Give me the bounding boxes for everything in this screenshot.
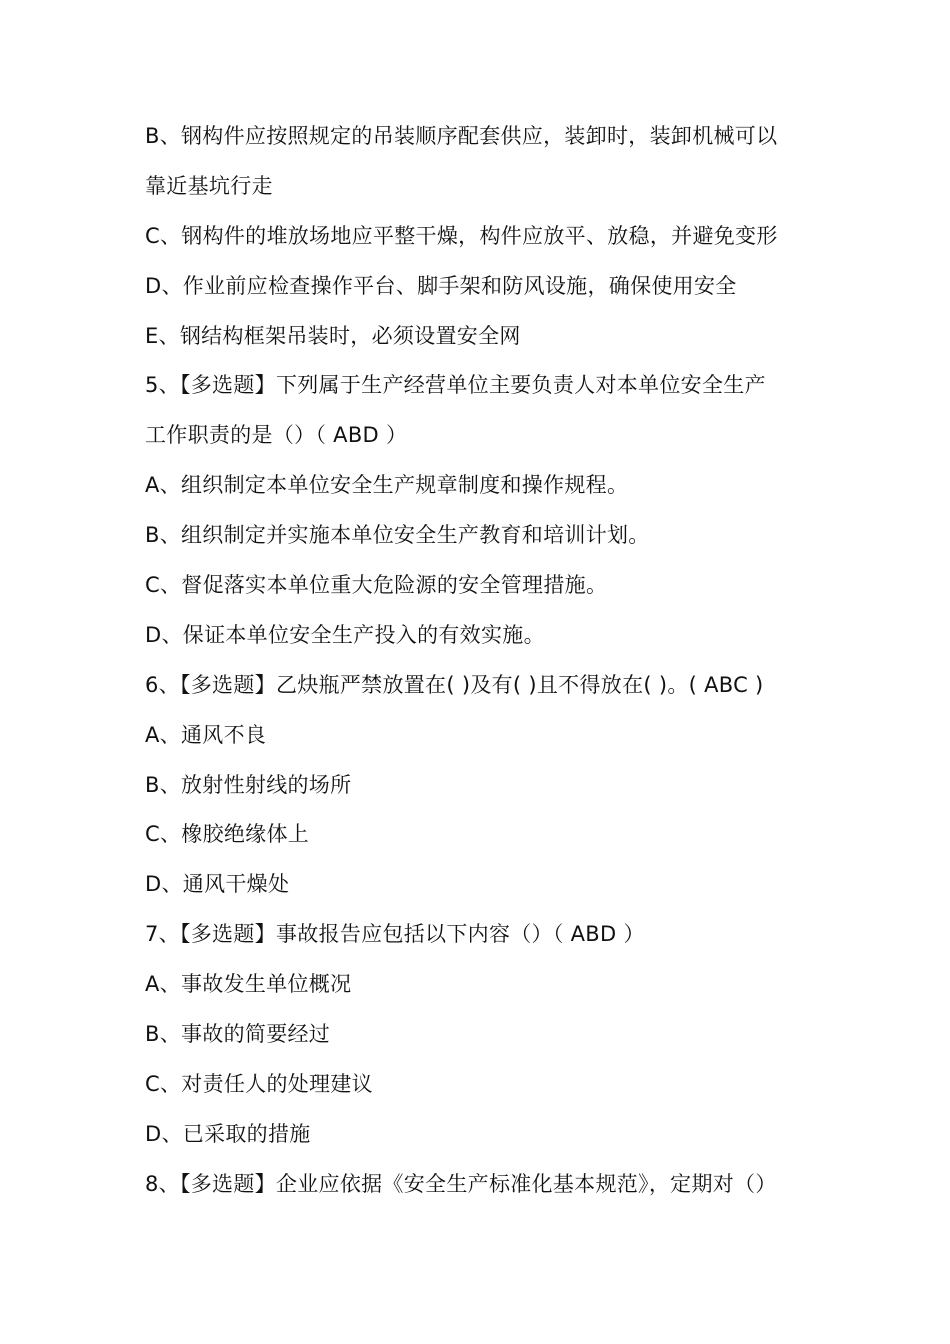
q6-option-d: D、通风干燥处 — [145, 872, 290, 897]
option-e: E、钢结构框架吊装时，必须设置安全网 — [145, 323, 521, 348]
question-5-line-2: 工作职责的是（）（ ABD ） — [145, 423, 408, 448]
q5-option-d: D、保证本单位安全生产投入的有效实施。 — [145, 622, 545, 647]
q7-option-c: C、对责任人的处理建议 — [145, 1071, 373, 1096]
question-5-line-1: 5、【多选题】下列属于生产经营单位主要负责人对本单位安全生产 — [145, 373, 766, 398]
q5-option-b: B、组织制定并实施本单位安全生产教育和培训计划。 — [145, 523, 650, 548]
q7-option-b: B、事故的简要经过 — [145, 1022, 331, 1047]
q7-option-d: D、已采取的措施 — [145, 1121, 311, 1146]
question-8: 8、【多选题】企业应依据《安全生产标准化基本规范》，定期对（） — [145, 1171, 777, 1196]
question-6: 6、【多选题】乙炔瓶严禁放置在( )及有( )且不得放在( )。( ABC ) — [145, 672, 764, 697]
option-b-line-2: 靠近基坑行走 — [145, 173, 273, 198]
option-d: D、作业前应检查操作平台、脚手架和防风设施，确保使用安全 — [145, 273, 737, 298]
question-7: 7、【多选题】事故报告应包括以下内容（）（ ABD ） — [145, 922, 645, 947]
q7-option-a: A、事故发生单位概况 — [145, 972, 352, 997]
q6-option-a: A、通风不良 — [145, 722, 267, 747]
q5-option-a: A、组织制定本单位安全生产规章制度和操作规程。 — [145, 473, 629, 498]
q5-option-c: C、督促落实本单位重大危险源的安全管理措施。 — [145, 573, 608, 598]
q6-option-b: B、放射性射线的场所 — [145, 772, 352, 797]
question-text-block — [145, 112, 825, 1210]
q6-option-c: C、橡胶绝缘体上 — [145, 822, 310, 847]
option-c: C、钢构件的堆放场地应平整干燥，构件应放平、放稳，并避免变形 — [145, 223, 778, 248]
option-b-line-1: B、钢构件应按照规定的吊装顺序配套供应，装卸时，装卸机械可以 — [145, 124, 778, 148]
